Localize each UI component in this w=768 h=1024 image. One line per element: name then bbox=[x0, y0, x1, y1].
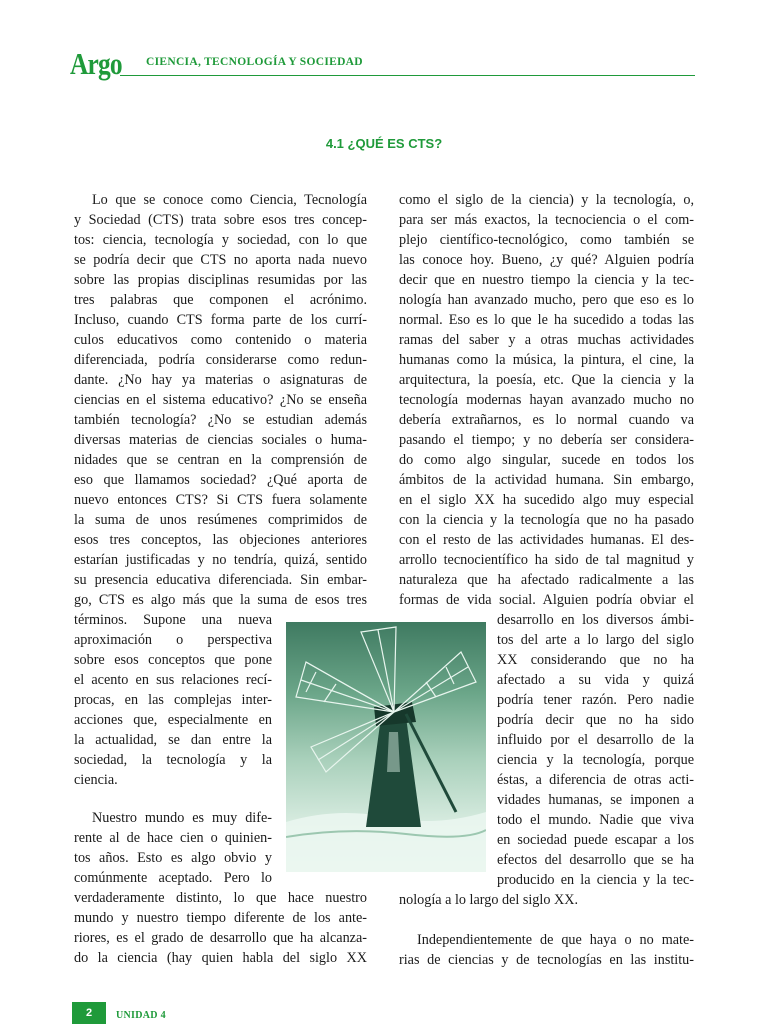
text-line: decir que en nuestro tiempo la ciencia y la tec- bbox=[399, 272, 694, 288]
section-title-text: 4.1 ¿QUÉ ES CTS? bbox=[325, 136, 443, 151]
text-line: las conoce hoy. Bueno, ¿y qué? Alguien podría bbox=[399, 252, 694, 268]
text-line: y Sociedad (CTS) trata sobre esos tres concep- bbox=[74, 212, 367, 228]
text-line: nología han avanzado mucho, pero que eso es lo bbox=[399, 292, 694, 308]
text-line: con el resto de las actividades humanas. El des- bbox=[399, 532, 694, 548]
text-line: ámbitos de la actividad humana. Sin embargo, bbox=[399, 472, 694, 488]
text-line: tres palabras que componen el acrónimo. bbox=[74, 292, 367, 308]
text-line: términos. Supone una nueva bbox=[74, 612, 272, 628]
argo-logo: Argo bbox=[70, 46, 122, 81]
text-line: debería extrañarnos, es lo normal cuando va bbox=[399, 412, 694, 428]
text-line: podría tener razón. Pero nadie bbox=[497, 692, 694, 708]
text-line: con la ciencia y la tecnología que no ha pasado bbox=[399, 512, 694, 528]
text-line: vidades humanas, se imponen a bbox=[497, 792, 694, 808]
text-line: la suma de unos resúmenes comprimidos de bbox=[74, 512, 367, 528]
text-line: su presencia educativa diferenciada. Sin embar- bbox=[74, 572, 367, 588]
text-line: tos: ciencia, tecnología y sociedad, con lo que bbox=[74, 232, 367, 248]
section-title bbox=[0, 136, 768, 151]
text-line: mundo y nuestro tiempo diferente de los ante- bbox=[74, 910, 367, 926]
unit-label: UNIDAD 4 bbox=[116, 1010, 166, 1021]
text-line: nología a lo largo del siglo XX. bbox=[399, 892, 579, 908]
text-line: se podría decir que CTS no aporta nada nuevo bbox=[74, 252, 367, 268]
text-line: ramas del saber y a otras muchas actividades bbox=[399, 332, 694, 348]
text-line: el acento en sus relaciones recí- bbox=[74, 672, 272, 688]
text-line: éstas, a diferencia de otras acti- bbox=[497, 772, 694, 788]
text-line: Independientemente de que haya o no mate- bbox=[417, 932, 694, 948]
text-line: ciencias en el sistema educativo? ¿No se enseña bbox=[74, 392, 367, 408]
text-line: XX considerando que no ha bbox=[497, 652, 694, 668]
text-line: rente al de hace cien o quinien- bbox=[74, 830, 272, 846]
text-line: procas, en las complejas inter- bbox=[74, 692, 272, 708]
text-line: afectado a su vida y quizá bbox=[497, 672, 694, 688]
text-line: formas de vida social. Alguien podría obviar el bbox=[399, 592, 694, 608]
text-line: nidades que se centran en la comprensión de bbox=[74, 452, 367, 468]
text-line: pasando el tiempo; y no debería ser considera- bbox=[399, 432, 694, 448]
windmill-photo bbox=[286, 622, 486, 872]
text-line: naturaleza que ha afectado radicalmente a las bbox=[399, 572, 694, 588]
text-line: diferenciada, podría considerarse como redun- bbox=[74, 352, 367, 368]
text-line: como el siglo de la ciencia) y la tecnología, o, bbox=[399, 192, 694, 208]
text-line: ciencia y la tecnología, porque bbox=[497, 752, 694, 768]
text-line: tos del arte a lo largo del siglo bbox=[497, 632, 694, 648]
header-rule bbox=[120, 75, 695, 76]
text-line: eso que llamamos sociedad? ¿Qué aporta de bbox=[74, 472, 367, 488]
text-line: do como algo singular, sucede en todos los bbox=[399, 452, 694, 468]
text-line: Nuestro mundo es muy dife- bbox=[92, 810, 272, 826]
text-line: para ser más exactos, la tecnociencia o el com- bbox=[399, 212, 694, 228]
text-line: desarrollo en los diversos ámbi- bbox=[497, 612, 694, 628]
text-line: en sociedad puede escapar a los bbox=[497, 832, 694, 848]
windmill-illustration bbox=[286, 622, 486, 872]
page-header bbox=[70, 46, 695, 82]
text-line: acciones que, especialmente en bbox=[74, 712, 272, 728]
text-line: culos educativos como contenido o materia bbox=[74, 332, 367, 348]
text-line: ciencia. bbox=[74, 772, 118, 788]
text-line: Incluso, cuando CTS forma parte de los currí- bbox=[74, 312, 367, 328]
text-line: normal. Eso es lo que le ha sucedido a todas las bbox=[399, 312, 694, 328]
text-line: rias de ciencias y de tecnologías en las institu- bbox=[399, 952, 694, 968]
text-line: sobre las propias disciplinas resumidas por las bbox=[74, 272, 367, 288]
text-line: todo el mundo. Nadie que viva bbox=[497, 812, 694, 828]
text-line: riores, es el grado de desarrollo que ha alcanza- bbox=[74, 930, 367, 946]
text-line: sobre esos conceptos que pone bbox=[74, 652, 272, 668]
text-line: do la ciencia (hay quien habla del siglo XX bbox=[74, 950, 367, 966]
text-line: aproximación o perspectiva bbox=[74, 632, 272, 648]
text-line: podría decir que no ha sido bbox=[497, 712, 694, 728]
text-line: plejo científico-tecnológico, como también se bbox=[399, 232, 694, 248]
text-line: nuevo entonces CTS? Si CTS fuera solamente bbox=[74, 492, 367, 508]
text-line: efectos del desarrollo que se ha bbox=[497, 852, 694, 868]
text-line: la actualidad, se dan entre la bbox=[74, 732, 272, 748]
text-line: tecnología modernas hayan avanzado mucho no bbox=[399, 392, 694, 408]
text-line: humanas como la música, la pintura, el cine, la bbox=[399, 352, 694, 368]
text-line: go, CTS es algo más que la suma de esos tres bbox=[74, 592, 367, 608]
text-line: Lo que se conoce como Ciencia, Tecnología bbox=[92, 192, 367, 208]
text-line: diversas materias de ciencias sociales o huma- bbox=[74, 432, 367, 448]
text-line: arrollo tecnocientífico ha sido de tal magnitud y bbox=[399, 552, 694, 568]
text-line: verdaderamente distinto, lo que hace nuestro bbox=[74, 890, 367, 906]
text-line: esos tres conceptos, las objeciones anteriores bbox=[74, 532, 367, 548]
text-line: también tecnología? ¿No se estudian además bbox=[74, 412, 367, 428]
text-line: sociedad, la tecnología y la bbox=[74, 752, 272, 768]
text-line: estarían justificadas y no tendría, quizá, sentido bbox=[74, 552, 367, 568]
text-line: influido por el desarrollo de la bbox=[497, 732, 694, 748]
text-line: comúnmente aceptado. Pero lo bbox=[74, 870, 272, 886]
text-line: producido en la ciencia y la tec- bbox=[497, 872, 694, 888]
page-number-badge: 2 bbox=[72, 1002, 106, 1024]
text-line: dante. ¿No hay ya materias o asignaturas de bbox=[74, 372, 367, 388]
text-line: arquitectura, la poesía, etc. Que la ciencia y la bbox=[399, 372, 694, 388]
header-title: CIENCIA, TECNOLOGÍA Y SOCIEDAD bbox=[146, 56, 363, 68]
text-line: tos años. Esto es algo obvio y bbox=[74, 850, 272, 866]
text-line: en el siglo XX ha sucedido algo muy especial bbox=[399, 492, 694, 508]
